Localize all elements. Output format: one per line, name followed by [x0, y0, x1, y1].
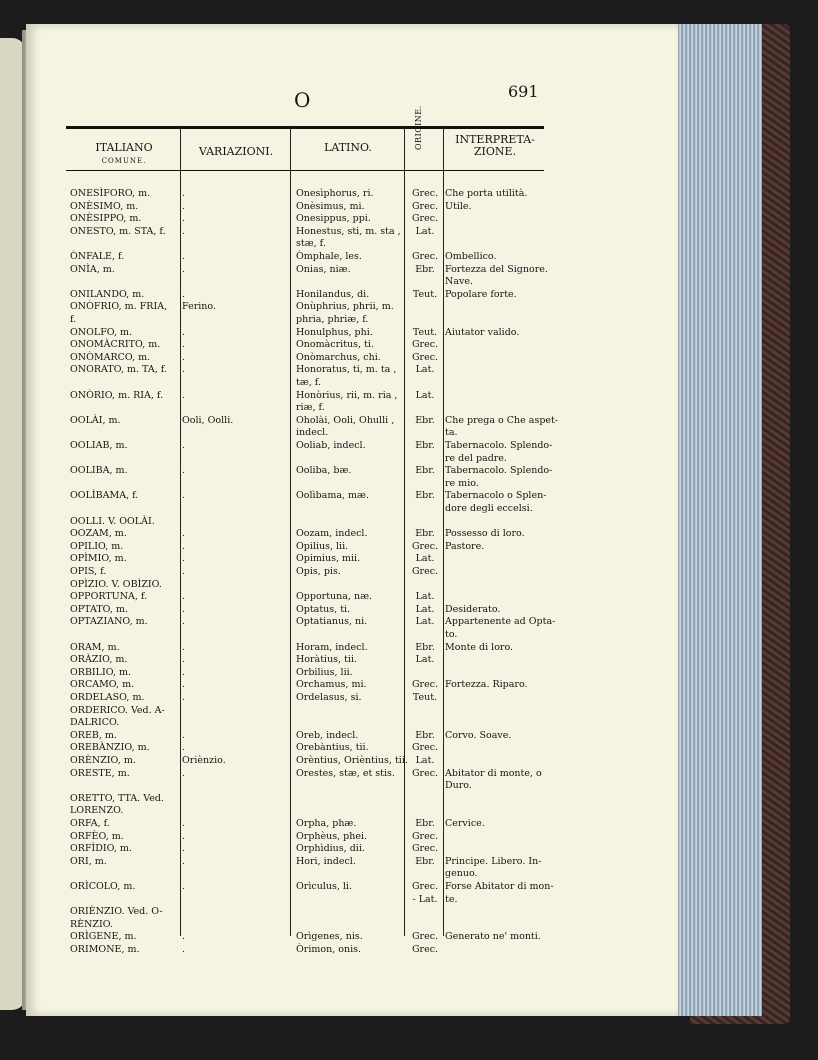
entry-variation: . — [182, 944, 186, 955]
entry-italian-name: ONÈSIPPO, m. — [70, 213, 142, 225]
entry-interpretation: Nave. — [445, 276, 473, 288]
entry-latin-name: Oolìbama, mæ. — [296, 490, 369, 502]
entry-variation: . — [182, 566, 186, 577]
entry-italian-name: ORIÈNZIO. Ved. O- — [70, 906, 163, 918]
entry-variation: . — [182, 692, 186, 703]
entry-italian-name: ONÒRIO, m. RIA, f. — [70, 389, 164, 401]
entry-table — [26, 24, 678, 1016]
entry-interpretation: Pastore. — [445, 540, 485, 552]
entry-italian-name: ORÀZIO, m. — [70, 654, 128, 666]
entry-italian-name: ONESÌFORO, m. — [70, 188, 151, 199]
entry-latin-name: Onòmarchus, chi. — [296, 351, 381, 363]
entry-variation: . — [182, 767, 186, 779]
entry-origin: Grec. — [411, 944, 439, 955]
header-variazioni: VARIAZIONI. — [198, 145, 274, 158]
entry-origin: Lat. — [415, 225, 435, 237]
entry-variation: Oriènzio. — [182, 755, 226, 766]
entry-origin: Grec. — [411, 742, 439, 754]
entry-italian-name: ONOLFO, m. — [70, 326, 133, 338]
entry-origin: Teut. — [412, 288, 438, 300]
entry-italian-name: ORBILIO, m. — [70, 666, 132, 678]
entry-latin-name: Opilius, lii. — [296, 540, 349, 552]
entry-latin-name: stæ, f. — [296, 238, 326, 250]
entry-latin-name: Honulphus, phi. — [296, 326, 373, 338]
entry-variation: . — [182, 465, 186, 477]
entry-origin: Lat. — [415, 654, 435, 666]
entry-italian-name: OOLÌBAMA, f. — [70, 490, 139, 502]
entry-latin-name: tæ, f. — [296, 377, 321, 388]
entry-italian-name: ORIMONE, m. — [70, 944, 140, 955]
entry-interpretation: re del padre. — [445, 452, 507, 464]
entry-interpretation: Fortezza del Signore. — [445, 263, 548, 275]
entry-interpretation: Tabernacolo o Splen- — [445, 490, 547, 502]
entry-origin: Ebr. — [415, 641, 435, 653]
entry-italian-name: f. — [70, 314, 77, 325]
entry-italian-name: ORI, m. — [70, 855, 107, 867]
entry-italian-name: ONÒMARCO, m. — [70, 351, 151, 363]
entry-origin: Ebr. — [415, 490, 435, 502]
entry-interpretation: Duro. — [445, 780, 472, 792]
entry-latin-name: Onomàcritus, ti. — [296, 339, 374, 351]
header-italiano-label: ITALIANO — [95, 141, 153, 154]
entry-latin-name: Òmphale, les. — [296, 251, 362, 262]
entry-latin-name: Honòrius, rii, m. ria , — [296, 389, 398, 401]
entry-italian-name: LORENZO. — [70, 805, 124, 817]
entry-italian-name: ORFA, f. — [70, 818, 110, 829]
entry-interpretation: Principe. Libero. In- — [445, 855, 542, 867]
entry-origin: Grec. — [411, 200, 439, 212]
entry-italian-name: ONÈSIMO, m. — [70, 200, 139, 212]
entry-variation: . — [182, 603, 186, 615]
entry-origin: Grec. — [411, 351, 439, 363]
entry-interpretation: Monte di loro. — [445, 641, 514, 653]
entry-variation: . — [182, 440, 186, 451]
entry-latin-name: Onesippus, ppi. — [296, 213, 371, 225]
entry-origin: Grec. — [411, 566, 439, 577]
entry-latin-name: Ooliab, indecl. — [296, 440, 366, 451]
entry-origin: Ebr. — [415, 528, 435, 540]
entry-variation: . — [182, 540, 186, 552]
entry-origin: Lat. — [415, 616, 435, 628]
entry-latin-name: Onèsimus, mi. — [296, 200, 365, 212]
entry-latin-name: Horam, indecl. — [296, 641, 368, 653]
entry-variation: . — [182, 528, 186, 540]
entry-variation: . — [182, 931, 186, 943]
entry-variation: . — [182, 729, 186, 741]
entry-italian-name: ORETTO, TTA. Ved. — [70, 792, 164, 804]
entry-variation: . — [182, 843, 186, 855]
entry-italian-name: ONÌA, m. — [70, 263, 115, 275]
entry-variation: . — [182, 213, 186, 225]
entry-origin: Lat. — [415, 364, 435, 376]
entry-origin: Ebr. — [415, 818, 435, 829]
entry-italian-name: ORDERICO. Ved. A- — [70, 704, 165, 716]
entry-variation: . — [182, 553, 186, 565]
entry-variation: Ferino. — [182, 301, 216, 313]
entry-variation: . — [182, 263, 186, 275]
entry-origin: Ebr. — [415, 414, 435, 426]
entry-latin-name: indecl. — [296, 427, 329, 439]
entry-variation: . — [182, 389, 186, 401]
entry-latin-name: Opportuna, næ. — [296, 591, 373, 603]
entry-interpretation: Che prega o Che aspet- — [445, 414, 559, 426]
entry-interpretation: Abitator di monte, o — [445, 767, 542, 779]
entry-italian-name: ONÒFRIO, m. FRIA, — [70, 301, 168, 313]
entry-interpretation: Cervice. — [445, 818, 485, 829]
entry-origin: Grec. — [411, 251, 439, 262]
entry-latin-name: Optatus, ti. — [296, 603, 351, 615]
entry-italian-name: DALRICO. — [70, 717, 120, 729]
entry-interpretation: Tabernacolo. Splendo- — [445, 465, 553, 477]
entry-latin-name: Orestes, stæ, et stis. — [296, 767, 395, 779]
entry-italian-name: OPÌZIO. V. OBÌZIO. — [70, 578, 162, 590]
entry-variation: . — [182, 616, 186, 628]
entry-italian-name: ORESTE, m. — [70, 767, 130, 779]
dictionary-page — [26, 24, 678, 1016]
entry-latin-name: phria, phriæ, f. — [296, 314, 369, 325]
entry-interpretation: Fortezza. Riparo. — [445, 679, 528, 691]
entry-origin: Ebr. — [415, 855, 435, 867]
entry-latin-name: Oozam, indecl. — [296, 528, 368, 540]
entry-italian-name: OPPORTUNA, f. — [70, 591, 148, 603]
header-latino: LATINO. — [324, 141, 372, 154]
entry-latin-name: Hori, indecl. — [296, 855, 356, 867]
entry-interpretation: Ombellico. — [445, 251, 497, 262]
entry-variation: . — [182, 326, 186, 338]
entry-latin-name: Opimius, mii. — [296, 553, 361, 565]
entry-latin-name: riæ, f. — [296, 402, 325, 414]
entry-variation: . — [182, 881, 186, 892]
entry-latin-name: Honilandus, di. — [296, 288, 370, 300]
entry-italian-name: OREBÀNZIO, m. — [70, 742, 150, 754]
entry-italian-name: OPTAZIANO, m. — [70, 616, 148, 628]
entry-latin-name: Optatianus, ni. — [296, 616, 368, 628]
entry-variation: . — [182, 641, 186, 653]
entry-latin-name: Honestus, sti, m. sta , — [296, 225, 401, 237]
entry-latin-name: Onùphrius, phrii, m. — [296, 301, 394, 313]
entry-italian-name: ÒNFALE, f. — [70, 251, 125, 262]
entry-variation: . — [182, 490, 186, 502]
entry-italian-name: ORFÈO, m. — [70, 830, 124, 842]
entry-variation: . — [182, 818, 186, 829]
entry-italian-name: ORFÌDIO, m. — [70, 843, 132, 855]
entry-variation: . — [182, 830, 186, 842]
entry-interpretation: Forse Abitator di mon- — [445, 881, 554, 892]
entry-origin: Grec. — [411, 213, 439, 225]
entry-italian-name: ORÌCOLO, m. — [70, 881, 136, 892]
entry-italian-name: OOLIAB, m. — [70, 440, 128, 451]
entry-variation: . — [182, 654, 186, 666]
entry-latin-name: Orbilius, lii. — [296, 666, 353, 678]
entry-origin: Ebr. — [415, 440, 435, 451]
entry-latin-name: Orèntius, Orièntius, tii. — [296, 755, 408, 766]
entry-latin-name: Òrimon, onis. — [296, 944, 362, 955]
entry-origin: Grec. — [411, 540, 439, 552]
entry-variation: Ooli, Oolli. — [182, 414, 234, 426]
entry-origin: Grec. — [411, 339, 439, 351]
entry-italian-name: OOZAM, m. — [70, 528, 127, 540]
entry-origin: Lat. — [415, 553, 435, 565]
entry-italian-name: OREB, m. — [70, 729, 117, 741]
section-letter: O — [294, 88, 311, 112]
entry-interpretation: to. — [445, 629, 458, 640]
entry-interpretation: ta. — [445, 427, 458, 439]
entry-variation: . — [182, 364, 186, 376]
entry-italian-name: ORÈNZIO, m. — [70, 755, 136, 766]
entry-variation: . — [182, 666, 186, 678]
entry-origin: Lat. — [415, 755, 435, 766]
entry-latin-name: Ooliba, bæ. — [296, 465, 352, 477]
entry-origin: Teut. — [412, 326, 438, 338]
entry-italian-name: OPILIO, m. — [70, 540, 124, 552]
entry-interpretation: Popolare forte. — [445, 288, 517, 300]
entry-variation: . — [182, 855, 186, 867]
entry-origin: Lat. — [415, 591, 435, 603]
entry-latin-name: Honoratus, ti, m. ta , — [296, 364, 397, 376]
entry-origin: Teut. — [412, 692, 438, 703]
entry-interpretation: Possesso di loro. — [445, 528, 525, 540]
entry-interpretation: dore degli eccelsi. — [445, 503, 533, 514]
entry-variation: . — [182, 288, 186, 300]
entry-variation: . — [182, 225, 186, 237]
entry-italian-name: ORCAMO, m. — [70, 679, 135, 691]
entry-italian-name: ONOMÀCRITO, m. — [70, 339, 161, 351]
entry-origin: Grec. — [411, 931, 439, 943]
entry-origin: Lat. — [415, 603, 435, 615]
entry-interpretation: Tabernacolo. Splendo- — [445, 440, 553, 451]
entry-latin-name: Oreb, indecl. — [296, 729, 359, 741]
entry-variation: . — [182, 591, 186, 603]
entry-latin-name: Onias, niæ. — [296, 263, 351, 275]
entry-latin-name: Oholài, Ooli, Ohulli , — [296, 414, 395, 426]
entry-origin: Lat. — [415, 389, 435, 401]
entry-origin: Ebr. — [415, 729, 435, 741]
entry-variation: . — [182, 679, 186, 691]
entry-italian-name: ONORATO, m. TA, f. — [70, 364, 167, 376]
entry-variation: . — [182, 188, 186, 199]
entry-italian-name: ORDELASO, m. — [70, 692, 145, 703]
entry-interpretation: Corvo. Soave. — [445, 729, 512, 741]
entry-latin-name: Orebàntius, tii. — [296, 742, 369, 754]
entry-origin: Grec. — [411, 767, 439, 779]
entry-origin: Ebr. — [415, 263, 435, 275]
header-italiano-sub: COMUNE. — [101, 157, 147, 165]
entry-latin-name: Onesìphorus, ri. — [296, 188, 374, 199]
entry-interpretation: te. — [445, 893, 458, 905]
entry-interpretation: Che porta utilità. — [445, 188, 528, 199]
entry-latin-name: Orpha, phæ. — [296, 818, 357, 829]
page-edges — [676, 24, 762, 1016]
entry-italian-name: OOLÀI, m. — [70, 414, 121, 426]
entry-latin-name: Horàtius, tii. — [296, 654, 358, 666]
entry-interpretation: Generato ne' monti. — [445, 931, 541, 943]
entry-italian-name: RÈNZIO. — [70, 918, 114, 930]
entry-italian-name: OOLIBA, m. — [70, 465, 128, 477]
entry-italian-name: OPÌMIO, m. — [70, 553, 127, 565]
entry-variation: . — [182, 339, 186, 351]
entry-origin: Grec. — [411, 881, 439, 892]
entry-variation: . — [182, 251, 186, 262]
entry-latin-name: Orphèus, phei. — [296, 830, 368, 842]
entry-latin-name: Orphìdius, dii. — [296, 843, 365, 855]
entry-interpretation: Aiutator valido. — [445, 326, 520, 338]
entry-origin: Grec. — [411, 679, 439, 691]
entry-interpretation: Desiderato. — [445, 603, 501, 615]
entry-italian-name: ONILANDO, m. — [70, 288, 145, 300]
entry-origin: Grec. — [411, 843, 439, 855]
entry-italian-name: OPTATO, m. — [70, 603, 128, 615]
entry-interpretation: re mio. — [445, 477, 479, 489]
entry-variation: . — [182, 351, 186, 363]
entry-interpretation: genuo. — [445, 868, 478, 880]
entry-italian-name: OPIS, f. — [70, 566, 107, 577]
entry-italian-name: ONESTO, m. STA, f. — [70, 225, 166, 237]
entry-origin: - Lat. — [412, 893, 438, 905]
entry-latin-name: Opis, pis. — [296, 566, 341, 577]
header-interpretazione-line1: INTERPRETA- — [455, 133, 535, 146]
entry-origin: Grec. — [411, 188, 439, 199]
entry-variation: . — [182, 200, 186, 212]
entry-italian-name: OOLLI. V. OOLÀI. — [70, 515, 155, 527]
entry-origin: Ebr. — [415, 465, 435, 477]
page-number: 691 — [508, 82, 539, 101]
header-interpretazione-line2: ZIONE. — [473, 145, 517, 158]
entry-latin-name: Orìgenes, nis. — [296, 931, 363, 943]
entry-interpretation: Appartenente ad Opta- — [445, 616, 556, 628]
entry-latin-name: Orìculus, li. — [296, 881, 352, 892]
entry-interpretation: Utile. — [445, 200, 472, 212]
entry-latin-name: Ordelasus, si. — [296, 692, 362, 703]
entry-variation: . — [182, 742, 186, 754]
entry-italian-name: ORAM, m. — [70, 641, 120, 653]
header-origine: ORIGINE. — [414, 105, 423, 150]
entry-italian-name: ORÌGENE, m. — [70, 931, 137, 943]
entry-latin-name: Orchamus, mi. — [296, 679, 367, 691]
entry-origin: Grec. — [411, 830, 439, 842]
